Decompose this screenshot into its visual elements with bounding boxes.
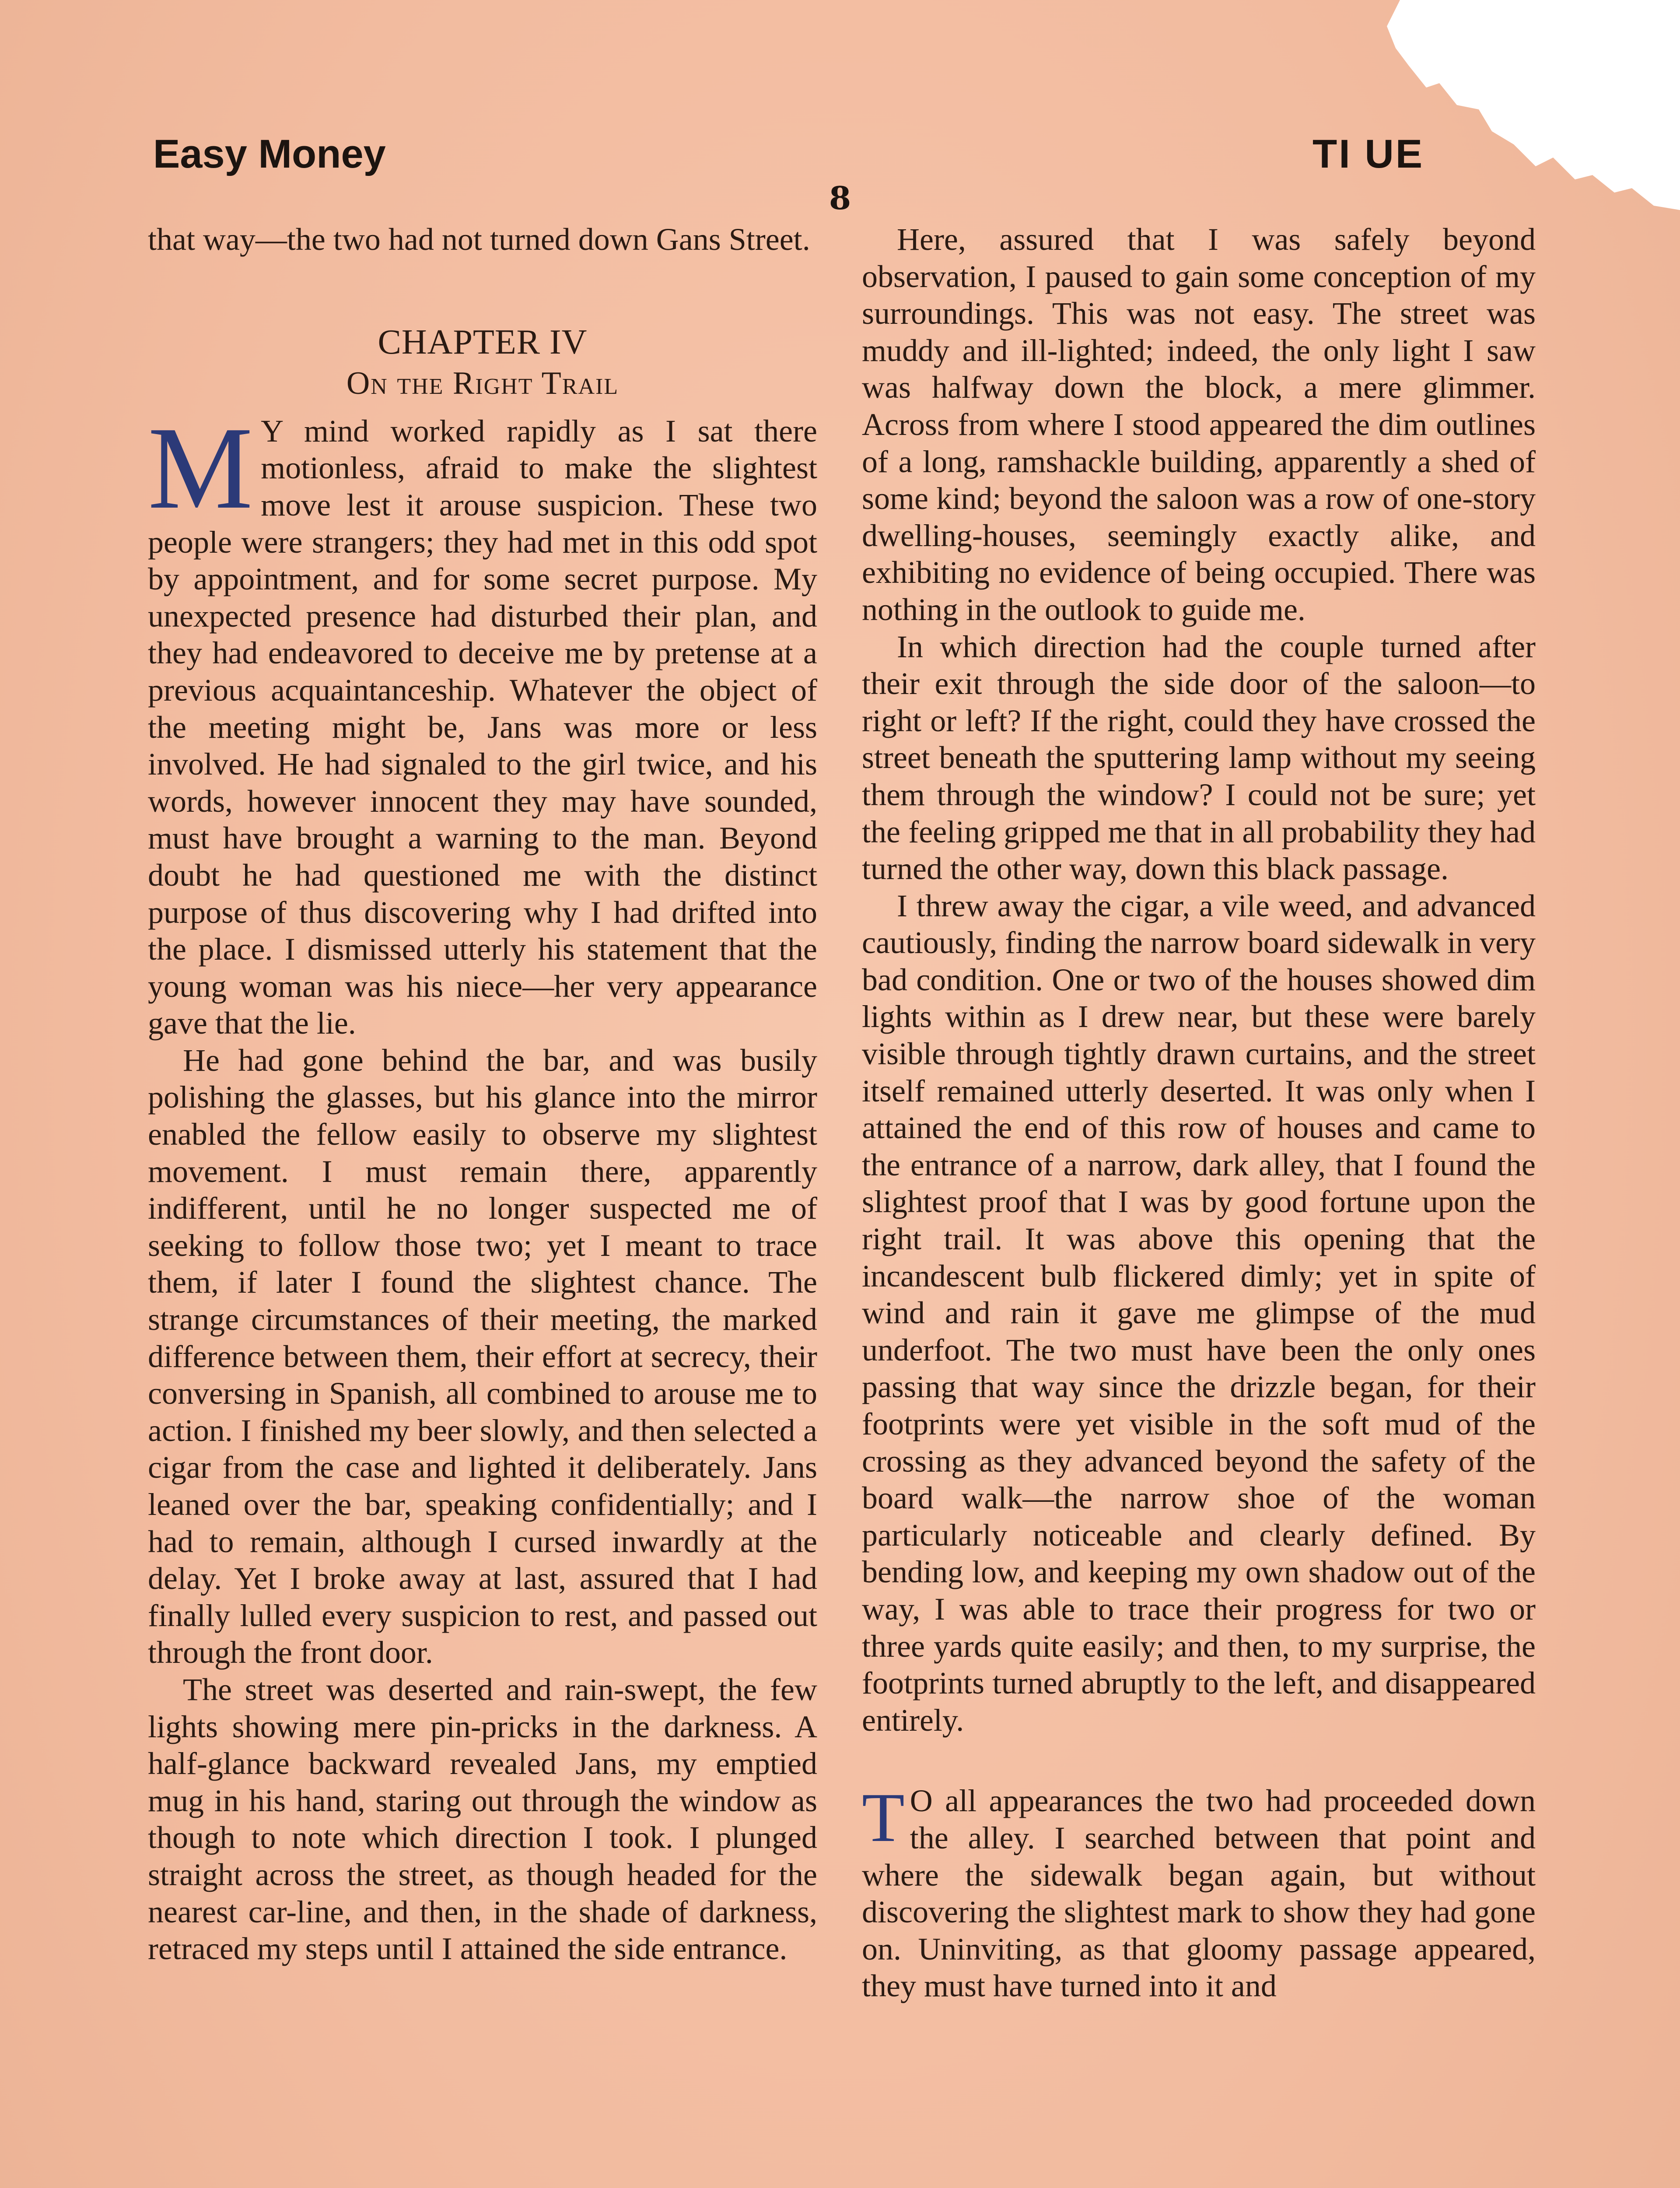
paragraph-text: O all appearances the two had proceeded down the alley. I searched between that point and where the sidewalk began again, but without discovering the slightest mark to show they had gone on. Uninviting, as that gloomy passage appeared, they must have turned into it and	[862, 1783, 1536, 2004]
section-break	[862, 1739, 1536, 1782]
paragraph: He had gone behind the bar, and was busily polishing the glasses, but his glance into the mirror enabled the fellow easily to observe my slightest movement. I must remain there, apparently indifferent, until he no longer suspected me of seeking to follow those two; yet I meant to trace them, if later I found the slightest chance. The strange circumstances of their meeting, the marked difference between them, their effort at secrecy, their conversing in Spanish, all combined to arouse me to action. I finished my beer slowly, and then selected a cigar from the case and lighted it deliberately. Jans leaned over the bar, speaking confidentially; and I had to remain, although I cursed inwardly at the delay. Yet I broke away at last, assured that I had finally lulled every suspicion to rest, and passed out through the front door.	[148, 1042, 817, 1670]
running-title-right: TI UE	[1312, 132, 1424, 176]
left-column	[148, 221, 817, 1967]
paragraph	[148, 402, 817, 1042]
right-column	[862, 221, 1536, 2005]
paragraph: Here, assured that I was safely beyond observation, I paused to gain some conception of my surroundings. This was not easy. The street was muddy and ill-lighted; indeed, the only light I saw was halfway down the block, a mere glimmer. Across from where I stood appeared the dim outlines of a long, ramshackle building, apparently a shed of some kind; beyond the saloon was a row of one-story dwelling-houses, seemingly exactly alike, and exhibiting no evidence of being occupied. There was nothing in the outlook to guide me.	[862, 222, 1536, 627]
paragraph: In which direction had the couple turned after their exit through the side door of the saloon—to right or left? If the right, could they have crossed the street beneath the sputtering lamp without my seeing them through the window? I could not be sure; yet the feeling gripped me that in all probability they had turned the other way, down this black passage.	[862, 629, 1536, 887]
chapter-title: CHAPTER IV	[378, 323, 588, 361]
paragraph-text: Y mind worked rapidly as I sat there motionless, afraid to make the slightest move lest it arouse suspicion. These two people were strangers; they had met in this odd spot by appointment, and for some secret purpose. My unexpected presence had disturbed their plan, and they had endeavored to deceive me by pretense at a previous acquaintanceship. Whatever the object of the meeting might be, Jans was more or less involved. He had signaled to the girl twice, and his words, however innocent they may have sounded, must have brought a warning to the man. Beyond doubt he had questioned me with the distinct purpose of thus discovering why I had drifted into the place. I dismissed utterly his statement that the young woman was his niece—her very appearance gave that the lie.	[148, 413, 817, 1041]
intro-paragraph: that way—the two had not turned down Gans Street.	[148, 222, 810, 257]
page-number: 8	[829, 179, 851, 217]
drop-cap: T	[862, 1778, 905, 1857]
running-title: Easy Money	[153, 132, 386, 176]
torn-corner	[1348, 0, 1680, 210]
drop-cap: M	[148, 402, 253, 533]
paragraph	[862, 1778, 1536, 2005]
paragraph: The street was deserted and rain-swept, the few lights showing mere pin-pricks in the darkness. A half-glance backward revealed Jans, my emptied mug in his hand, staring out through the window as though to note which direction I took. I plunged straight across the street, as though headed for the nearest car-line, and then, in the shade of darkness, retraced my steps until I attained the side entrance.	[148, 1672, 817, 1967]
paragraph: I threw away the cigar, a vile weed, and advanced cautiously, finding the narrow board sidewalk in very bad condition. One or two of the houses showed dim lights within as I drew near, but these were barely visible through tightly drawn curtains, and the street itself remained utterly deserted. It was only when I attained the end of this row of houses and came to the entrance of a narrow, dark alley, that I found the slightest proof that I was by good fortune upon the right trail. It was above this opening that the incandescent bulb flickered dimly; yet in spite of wind and rain it gave me glimpse of the mud underfoot. The two must have been the only ones passing that way since the drizzle began, for their footprints were yet visible in the soft mud of the crossing as they advanced beyond the safety of the board walk—the narrow shoe of the woman particularly noticeable and clearly defined. By bending low, and keeping my own shadow out of the way, I was able to trace their progress for two or three yards quite easily; and then, to my surprise, the footprints turned abruptly to the left, and disappeared entirely.	[862, 888, 1536, 1738]
chapter-subtitle-text: On the Right Trail	[346, 365, 619, 402]
chapter-subtitle	[148, 365, 817, 402]
